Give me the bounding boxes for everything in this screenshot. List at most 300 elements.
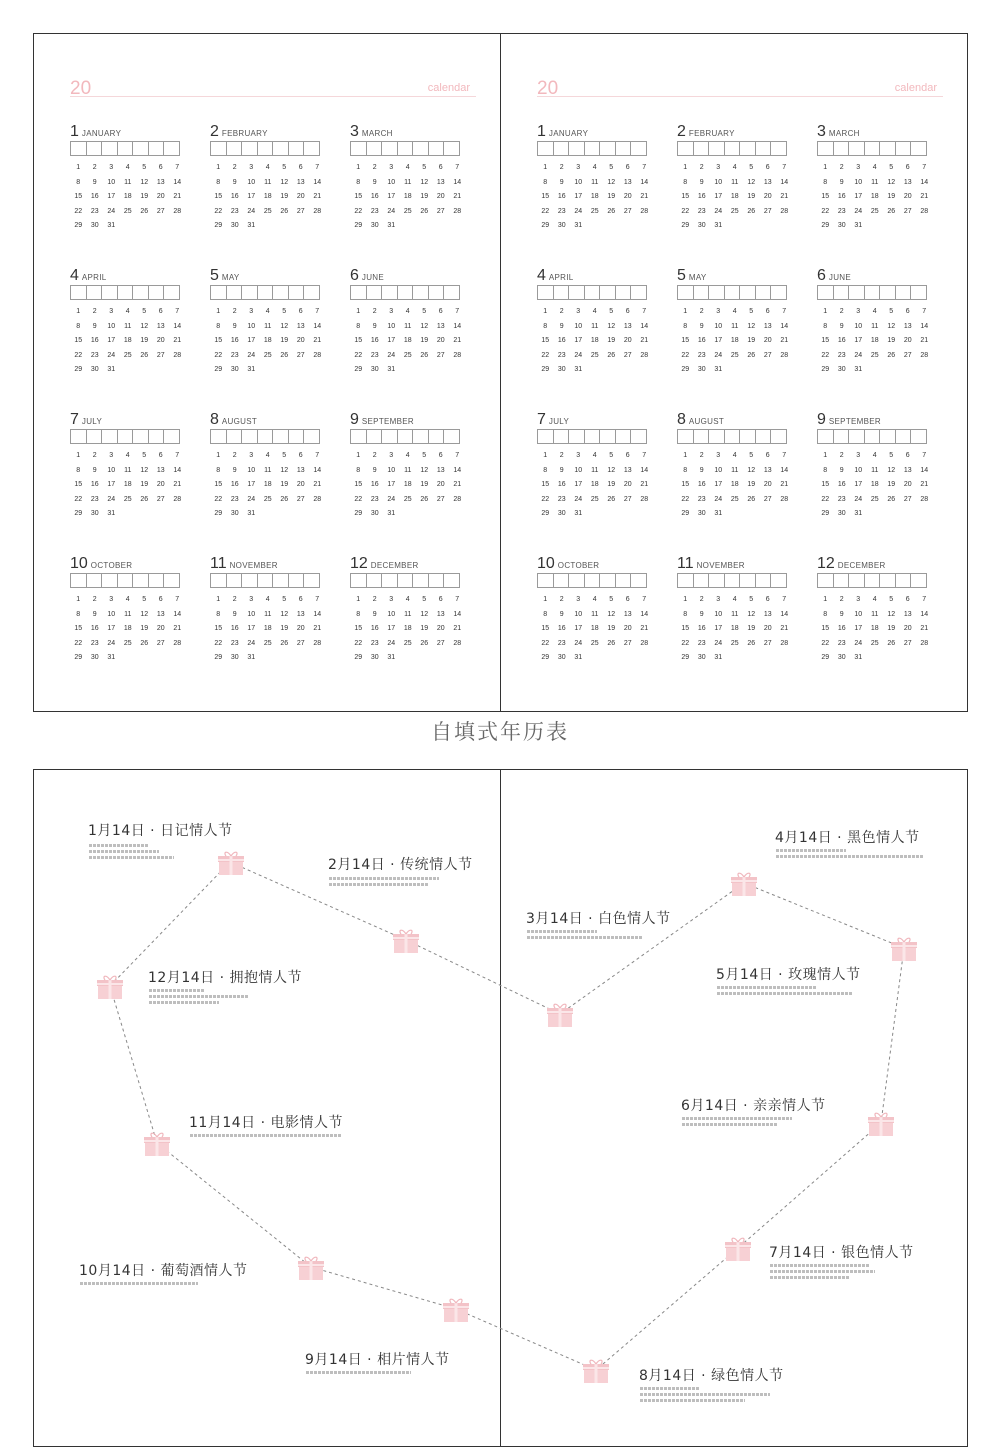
weekday-box[interactable]	[288, 573, 305, 588]
weekday-box[interactable]	[70, 429, 87, 444]
weekday-box[interactable]	[755, 429, 772, 444]
day-number: 28	[780, 495, 789, 503]
weekday-box[interactable]	[257, 429, 274, 444]
weekday-box[interactable]	[303, 573, 320, 588]
weekday-box[interactable]	[366, 141, 383, 156]
weekday-box[interactable]	[272, 573, 289, 588]
day-number: 21	[313, 337, 322, 344]
weekday-box[interactable]	[848, 141, 865, 156]
day-number: 31	[107, 510, 116, 517]
day-number: 15	[681, 337, 690, 344]
weekday-box[interactable]	[366, 285, 383, 300]
weekday-box[interactable]	[132, 429, 149, 444]
weekday-box[interactable]	[708, 429, 725, 444]
day-number: 19	[140, 481, 149, 488]
weekday-box[interactable]	[443, 429, 460, 444]
weekday-box[interactable]	[879, 285, 896, 300]
weekday-box[interactable]	[241, 573, 258, 588]
day-number: 31	[387, 510, 396, 517]
weekday-fill-boxes	[70, 429, 188, 444]
weekday-box[interactable]	[755, 141, 772, 156]
day-number: 4	[872, 308, 877, 315]
weekday-box[interactable]	[615, 141, 632, 156]
month-block	[350, 554, 468, 666]
desc-texture	[770, 1276, 850, 1279]
weekday-box[interactable]	[86, 285, 103, 300]
day-number: 16	[837, 481, 846, 488]
weekday-box[interactable]	[895, 285, 912, 300]
weekday-box[interactable]	[693, 429, 710, 444]
day-number: 15	[214, 193, 223, 200]
weekday-box[interactable]	[117, 429, 134, 444]
day-number: 9	[372, 322, 377, 330]
weekday-box[interactable]	[101, 285, 118, 300]
weekday-box[interactable]	[226, 429, 243, 444]
weekday-box[interactable]	[693, 285, 710, 300]
day-number: 30	[697, 510, 706, 517]
weekday-box[interactable]	[257, 573, 274, 588]
weekday-box[interactable]	[86, 573, 103, 588]
weekday-box[interactable]	[132, 285, 149, 300]
day-number: 15	[541, 193, 550, 200]
day-number: 7	[315, 164, 320, 171]
day-number: 29	[74, 654, 83, 661]
desc-texture	[640, 1393, 770, 1396]
day-number: 4	[125, 452, 130, 459]
day-number: 18	[590, 625, 599, 632]
weekday-box[interactable]	[397, 141, 414, 156]
day-number: 30	[837, 654, 846, 661]
day-number: 19	[607, 481, 616, 488]
weekday-box[interactable]	[630, 573, 647, 588]
weekday-box[interactable]	[86, 429, 103, 444]
day-number: 10	[247, 466, 256, 474]
day-number: 31	[387, 366, 396, 373]
weekday-box[interactable]	[163, 429, 180, 444]
weekday-box[interactable]	[833, 573, 850, 588]
weekday-box[interactable]	[739, 429, 756, 444]
weekday-box[interactable]	[615, 285, 632, 300]
weekday-box[interactable]	[226, 285, 243, 300]
day-number: 17	[107, 193, 116, 200]
day-number: 29	[74, 222, 83, 229]
weekday-box[interactable]	[864, 285, 881, 300]
day-number: 21	[173, 481, 182, 488]
weekday-box[interactable]	[677, 429, 694, 444]
weekday-box[interactable]	[724, 573, 741, 588]
day-number: 6	[438, 452, 443, 459]
weekday-box[interactable]	[381, 285, 398, 300]
day-number: 20	[436, 481, 445, 488]
day-number: 10	[574, 178, 583, 186]
weekday-box[interactable]	[879, 429, 896, 444]
weekday-box[interactable]	[739, 141, 756, 156]
weekday-box[interactable]	[350, 573, 367, 588]
weekday-box[interactable]	[630, 285, 647, 300]
weekday-box[interactable]	[755, 285, 772, 300]
weekday-box[interactable]	[163, 141, 180, 156]
day-number: 20	[156, 625, 165, 632]
weekday-box[interactable]	[599, 141, 616, 156]
weekday-box[interactable]	[553, 573, 570, 588]
weekday-box[interactable]	[568, 573, 585, 588]
month-number: 9	[350, 411, 359, 428]
day-number: 11	[124, 178, 132, 186]
weekday-fill-boxes	[350, 429, 468, 444]
weekday-box[interactable]	[584, 141, 601, 156]
weekday-box[interactable]	[708, 285, 725, 300]
day-number: 9	[699, 178, 704, 186]
weekday-box[interactable]	[148, 285, 165, 300]
weekday-box[interactable]	[101, 429, 118, 444]
day-number: 7	[782, 452, 787, 459]
weekday-box[interactable]	[848, 285, 865, 300]
weekday-box[interactable]	[412, 573, 429, 588]
day-number: 12	[140, 610, 149, 618]
day-number: 9	[92, 610, 97, 618]
weekday-box[interactable]	[117, 141, 134, 156]
day-number: 20	[156, 481, 165, 488]
day-number: 16	[557, 481, 566, 488]
weekday-box[interactable]	[288, 429, 305, 444]
day-numbers	[210, 593, 328, 666]
weekday-box[interactable]	[117, 285, 134, 300]
weekday-box[interactable]	[568, 285, 585, 300]
day-number: 14	[780, 466, 789, 474]
valentine-title-may: 5月14日 · 玫瑰情人节	[716, 967, 861, 983]
weekday-box[interactable]	[708, 141, 725, 156]
day-number: 26	[280, 207, 289, 215]
day-number: 28	[780, 207, 789, 215]
weekday-box[interactable]	[537, 141, 554, 156]
weekday-box[interactable]	[428, 573, 445, 588]
weekday-box[interactable]	[537, 285, 554, 300]
weekday-box[interactable]	[241, 429, 258, 444]
day-number: 26	[747, 207, 756, 215]
weekday-box[interactable]	[864, 429, 881, 444]
weekday-box[interactable]	[770, 141, 787, 156]
weekday-fill-boxes	[537, 429, 655, 444]
weekday-box[interactable]	[537, 573, 554, 588]
weekday-box[interactable]	[755, 573, 772, 588]
day-number: 21	[313, 481, 322, 488]
weekday-box[interactable]	[303, 429, 320, 444]
weekday-box[interactable]	[833, 141, 850, 156]
weekday-box[interactable]	[70, 573, 87, 588]
weekday-box[interactable]	[833, 285, 850, 300]
weekday-box[interactable]	[226, 573, 243, 588]
month-name: NOVEMBER	[696, 561, 745, 570]
day-numbers	[817, 305, 935, 378]
weekday-box[interactable]	[70, 285, 87, 300]
day-number: 17	[107, 337, 116, 344]
weekday-box[interactable]	[895, 573, 912, 588]
day-number: 2	[372, 596, 377, 603]
weekday-box[interactable]	[117, 573, 134, 588]
weekday-box[interactable]	[895, 429, 912, 444]
weekday-box[interactable]	[381, 141, 398, 156]
day-number: 7	[642, 596, 647, 603]
day-number: 3	[856, 452, 861, 459]
day-number: 12	[887, 610, 896, 618]
weekday-box[interactable]	[910, 573, 927, 588]
weekday-box[interactable]	[148, 573, 165, 588]
weekday-box[interactable]	[272, 429, 289, 444]
weekday-box[interactable]	[428, 429, 445, 444]
weekday-box[interactable]	[879, 573, 896, 588]
weekday-box[interactable]	[101, 141, 118, 156]
day-number: 19	[887, 193, 896, 200]
day-number: 17	[714, 193, 723, 200]
month-block	[70, 266, 188, 378]
day-number: 23	[697, 207, 706, 215]
weekday-box[interactable]	[397, 573, 414, 588]
day-number: 16	[370, 481, 379, 488]
weekday-box[interactable]	[864, 141, 881, 156]
weekday-box[interactable]	[428, 141, 445, 156]
weekday-box[interactable]	[568, 429, 585, 444]
weekday-box[interactable]	[241, 285, 258, 300]
weekday-box[interactable]	[615, 573, 632, 588]
weekday-box[interactable]	[226, 141, 243, 156]
day-number: 25	[263, 639, 272, 647]
weekday-box[interactable]	[879, 141, 896, 156]
day-number: 31	[247, 510, 256, 517]
weekday-box[interactable]	[817, 573, 834, 588]
weekday-box[interactable]	[724, 141, 741, 156]
weekday-box[interactable]	[366, 429, 383, 444]
weekday-box[interactable]	[210, 573, 227, 588]
weekday-box[interactable]	[584, 285, 601, 300]
weekday-box[interactable]	[272, 285, 289, 300]
day-number: 15	[681, 193, 690, 200]
weekday-box[interactable]	[443, 285, 460, 300]
weekday-box[interactable]	[833, 429, 850, 444]
day-number: 28	[640, 351, 649, 359]
weekday-box[interactable]	[599, 285, 616, 300]
day-number: 1	[356, 452, 361, 459]
month-header	[817, 410, 935, 428]
weekday-box[interactable]	[553, 429, 570, 444]
month-block	[537, 554, 655, 666]
weekday-box[interactable]	[381, 429, 398, 444]
weekday-box[interactable]	[163, 285, 180, 300]
weekday-box[interactable]	[163, 573, 180, 588]
weekday-box[interactable]	[895, 141, 912, 156]
weekday-box[interactable]	[350, 285, 367, 300]
weekday-box[interactable]	[599, 429, 616, 444]
day-number: 22	[681, 495, 690, 503]
day-number: 18	[123, 481, 132, 488]
day-number: 21	[920, 625, 929, 632]
weekday-box[interactable]	[397, 429, 414, 444]
day-number: 16	[230, 625, 239, 632]
weekday-box[interactable]	[132, 141, 149, 156]
day-number: 9	[372, 178, 377, 186]
weekday-box[interactable]	[241, 141, 258, 156]
weekday-box[interactable]	[553, 141, 570, 156]
weekday-box[interactable]	[724, 429, 741, 444]
weekday-box[interactable]	[677, 573, 694, 588]
weekday-box[interactable]	[599, 573, 616, 588]
weekday-box[interactable]	[148, 141, 165, 156]
weekday-box[interactable]	[210, 141, 227, 156]
weekday-box[interactable]	[693, 573, 710, 588]
day-number: 12	[280, 322, 289, 330]
weekday-fill-boxes	[70, 141, 188, 156]
weekday-box[interactable]	[677, 141, 694, 156]
weekday-box[interactable]	[584, 429, 601, 444]
month-number: 3	[350, 123, 359, 140]
weekday-box[interactable]	[708, 573, 725, 588]
weekday-box[interactable]	[288, 141, 305, 156]
weekday-box[interactable]	[148, 429, 165, 444]
month-block	[817, 410, 935, 522]
day-number: 18	[403, 625, 412, 632]
day-number: 23	[837, 207, 846, 215]
day-number: 18	[870, 625, 879, 632]
day-number: 16	[90, 625, 99, 632]
weekday-box[interactable]	[303, 285, 320, 300]
weekday-fill-boxes	[70, 285, 188, 300]
weekday-box[interactable]	[366, 573, 383, 588]
day-number: 30	[837, 366, 846, 373]
day-number: 18	[263, 337, 272, 344]
weekday-fill-boxes	[210, 141, 328, 156]
desc-texture	[329, 877, 439, 880]
month-number: 1	[70, 123, 79, 140]
day-number: 25	[730, 207, 739, 215]
day-number: 5	[889, 452, 894, 459]
day-number: 3	[109, 308, 114, 315]
weekday-box[interactable]	[910, 429, 927, 444]
day-number: 4	[405, 164, 410, 171]
weekday-box[interactable]	[257, 285, 274, 300]
weekday-box[interactable]	[412, 429, 429, 444]
weekday-box[interactable]	[770, 573, 787, 588]
day-number: 9	[232, 178, 237, 186]
weekday-box[interactable]	[132, 573, 149, 588]
day-numbers	[210, 305, 328, 378]
weekday-box[interactable]	[584, 573, 601, 588]
day-number: 10	[714, 322, 723, 330]
month-name: MARCH	[828, 129, 860, 138]
day-number: 7	[642, 164, 647, 171]
day-number: 15	[74, 481, 83, 488]
weekday-box[interactable]	[864, 573, 881, 588]
weekday-box[interactable]	[553, 285, 570, 300]
day-number: 13	[763, 178, 772, 186]
weekday-box[interactable]	[568, 141, 585, 156]
day-numbers	[817, 161, 935, 234]
weekday-box[interactable]	[910, 141, 927, 156]
weekday-box[interactable]	[817, 429, 834, 444]
day-number: 24	[387, 207, 396, 215]
weekday-box[interactable]	[739, 285, 756, 300]
day-number: 20	[623, 625, 632, 632]
day-number: 6	[905, 164, 910, 171]
day-number: 6	[158, 164, 163, 171]
day-number: 25	[730, 639, 739, 647]
day-number: 5	[422, 308, 427, 315]
weekday-box[interactable]	[70, 141, 87, 156]
day-number: 25	[730, 495, 739, 503]
weekday-box[interactable]	[101, 573, 118, 588]
weekday-box[interactable]	[537, 429, 554, 444]
weekday-box[interactable]	[677, 285, 694, 300]
weekday-box[interactable]	[303, 141, 320, 156]
weekday-box[interactable]	[257, 141, 274, 156]
day-number: 13	[903, 610, 912, 618]
day-number: 26	[140, 207, 149, 215]
weekday-box[interactable]	[443, 573, 460, 588]
day-number: 10	[854, 322, 863, 330]
day-number: 15	[214, 337, 223, 344]
day-number: 5	[142, 308, 147, 315]
day-number: 20	[763, 337, 772, 344]
weekday-box[interactable]	[630, 429, 647, 444]
day-number: 24	[107, 495, 116, 503]
weekday-box[interactable]	[288, 285, 305, 300]
month-block	[70, 122, 188, 234]
weekday-box[interactable]	[210, 429, 227, 444]
day-number: 7	[782, 164, 787, 171]
day-number: 1	[823, 596, 828, 603]
day-number: 24	[714, 207, 723, 215]
weekday-box[interactable]	[615, 429, 632, 444]
weekday-box[interactable]	[412, 285, 429, 300]
day-number: 21	[920, 337, 929, 344]
weekday-box[interactable]	[630, 141, 647, 156]
weekday-box[interactable]	[272, 141, 289, 156]
weekday-box[interactable]	[397, 285, 414, 300]
day-number: 8	[216, 466, 221, 474]
weekday-box[interactable]	[210, 285, 227, 300]
weekday-fill-boxes	[817, 429, 935, 444]
day-number: 22	[541, 207, 550, 215]
calendar-page-left	[34, 34, 500, 711]
weekday-box[interactable]	[770, 285, 787, 300]
day-number: 2	[699, 596, 704, 603]
weekday-box[interactable]	[86, 141, 103, 156]
weekday-box[interactable]	[848, 573, 865, 588]
weekday-box[interactable]	[817, 141, 834, 156]
day-number: 23	[557, 207, 566, 215]
weekday-box[interactable]	[739, 573, 756, 588]
weekday-box[interactable]	[693, 141, 710, 156]
weekday-box[interactable]	[443, 141, 460, 156]
weekday-box[interactable]	[350, 141, 367, 156]
day-number: 28	[920, 639, 929, 647]
weekday-box[interactable]	[350, 429, 367, 444]
day-number: 31	[387, 222, 396, 229]
day-number: 6	[765, 596, 770, 603]
weekday-box[interactable]	[412, 141, 429, 156]
day-number: 22	[821, 207, 830, 215]
weekday-fill-boxes	[537, 573, 655, 588]
weekday-box[interactable]	[428, 285, 445, 300]
day-number: 12	[420, 610, 429, 618]
weekday-box[interactable]	[817, 285, 834, 300]
weekday-box[interactable]	[848, 429, 865, 444]
day-number: 2	[559, 308, 564, 315]
weekday-box[interactable]	[381, 573, 398, 588]
weekday-box[interactable]	[724, 285, 741, 300]
day-numbers	[350, 305, 468, 378]
weekday-box[interactable]	[910, 285, 927, 300]
day-number: 28	[453, 351, 462, 359]
weekday-box[interactable]	[770, 429, 787, 444]
